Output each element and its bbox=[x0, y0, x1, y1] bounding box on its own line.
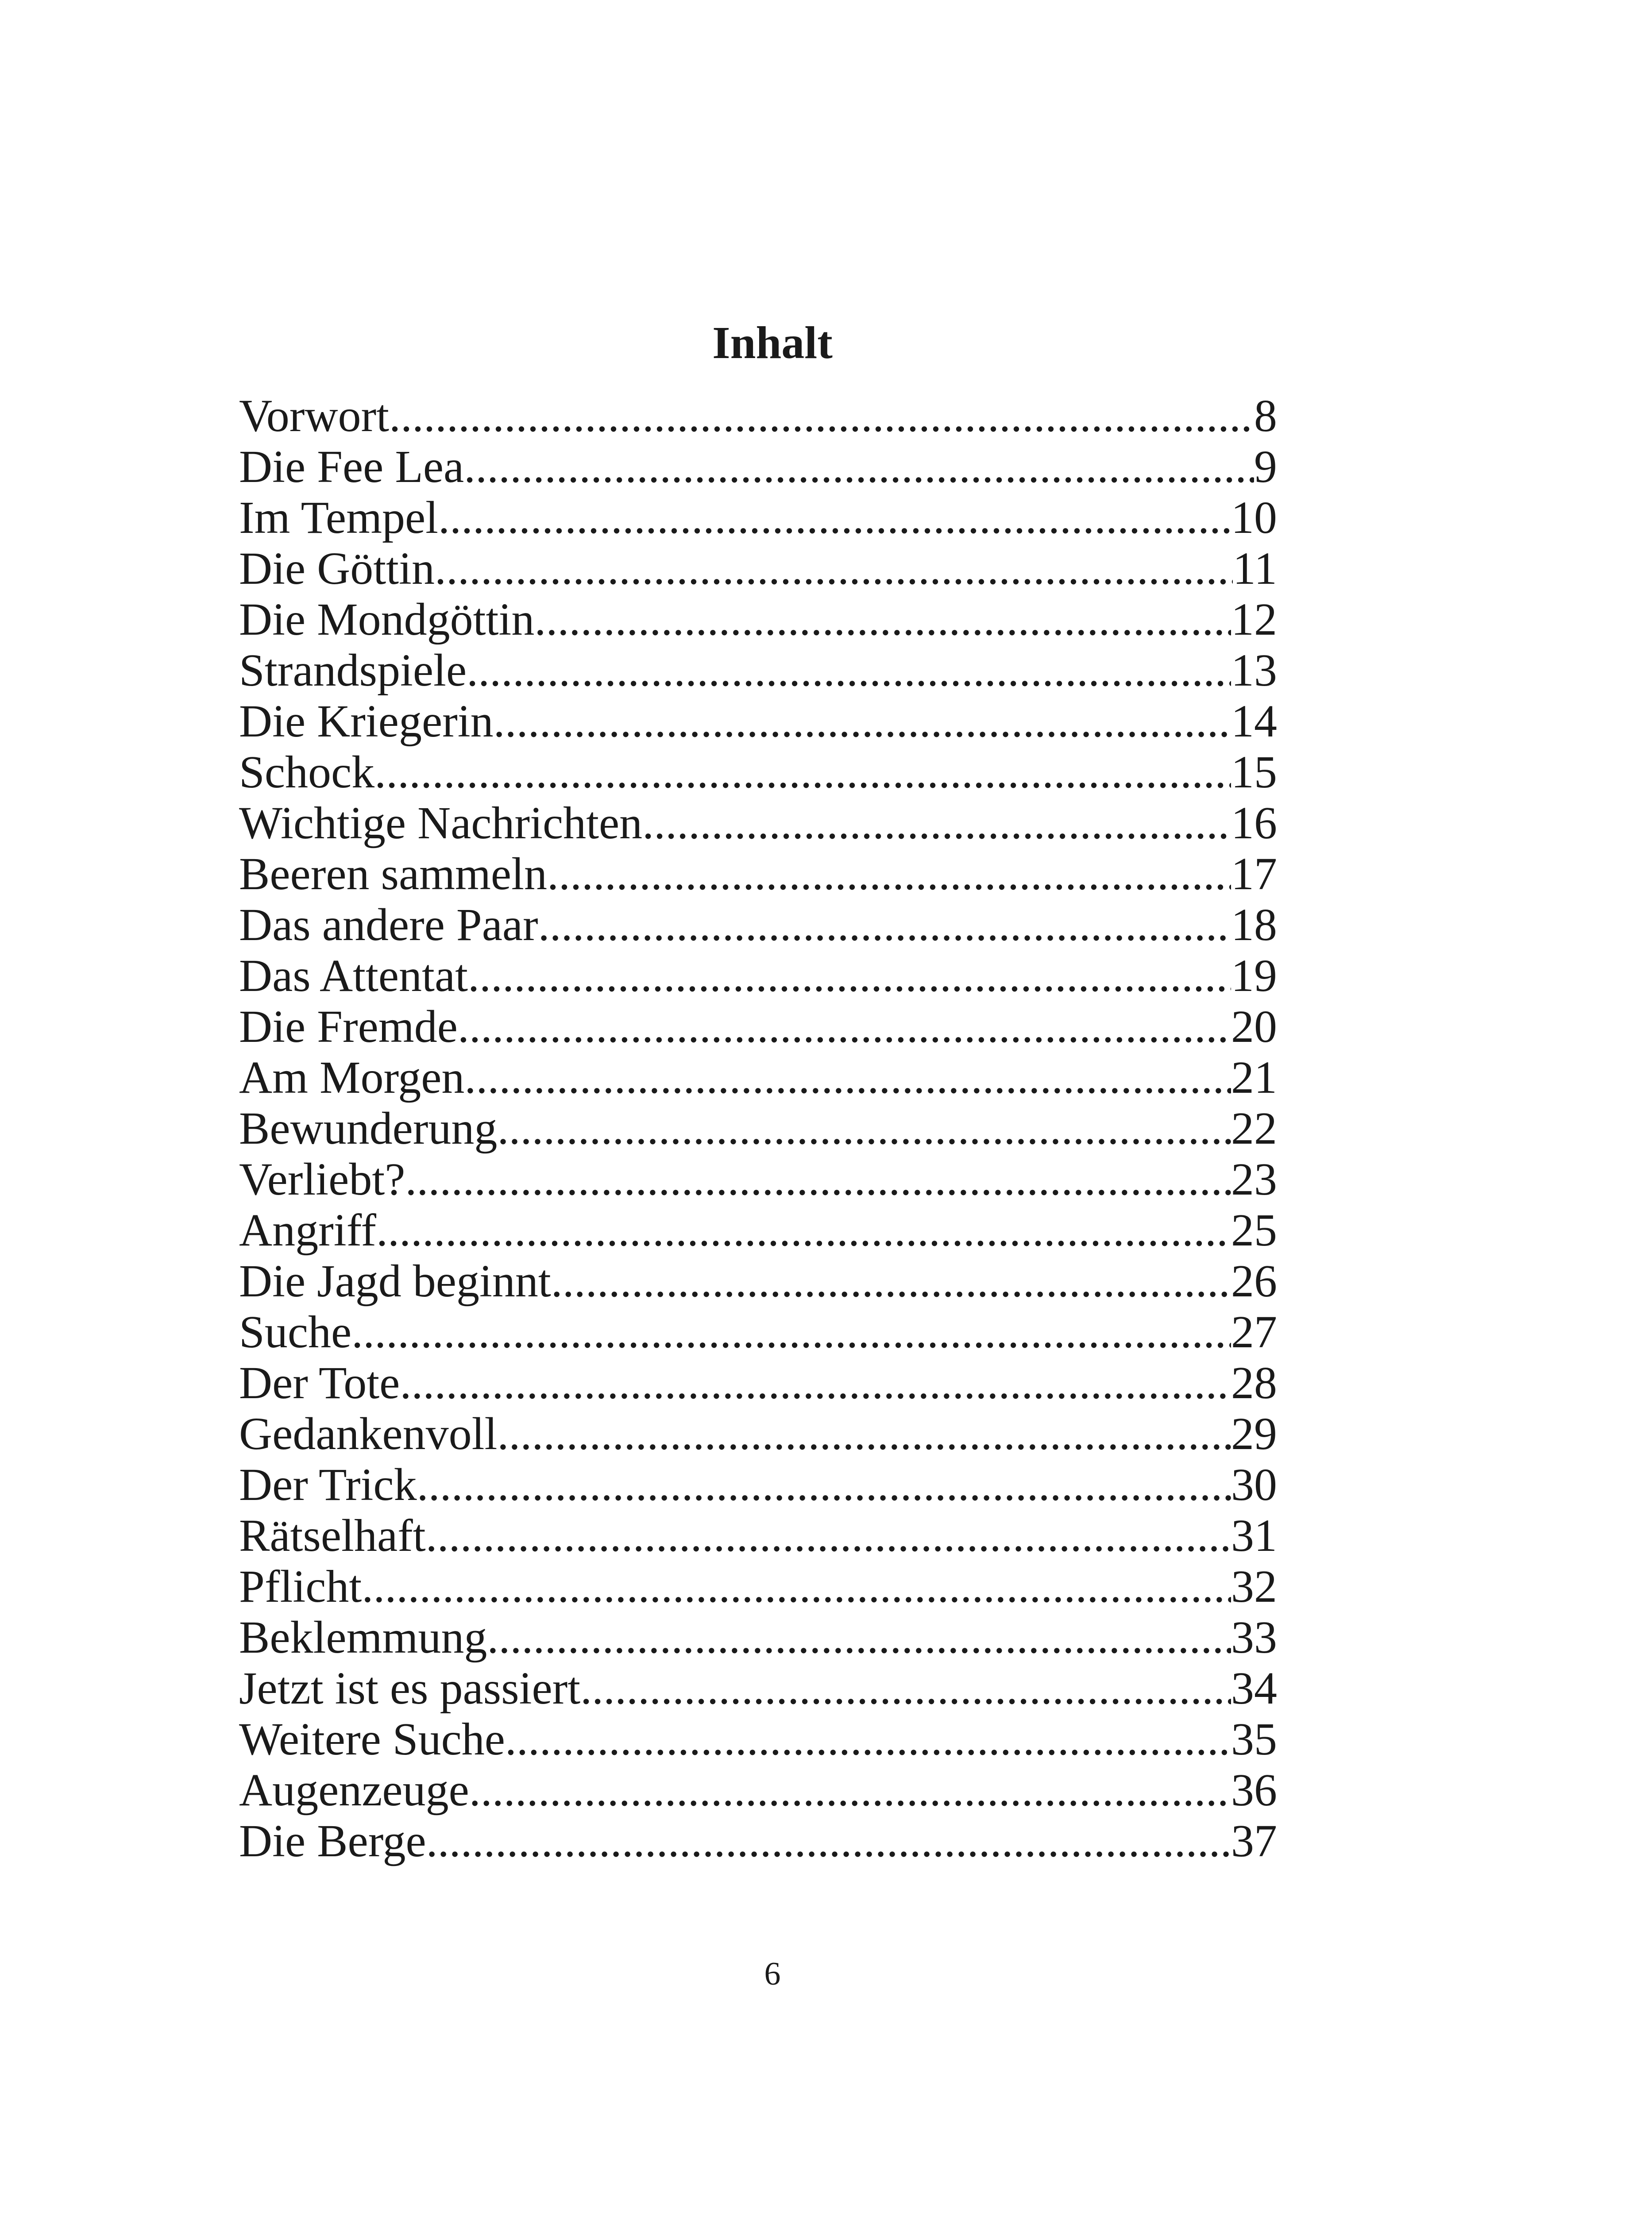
toc-entry bbox=[239, 594, 1277, 645]
toc-entry-title: Gedankenvoll bbox=[239, 1408, 498, 1459]
toc-entry-title: Im Tempel bbox=[239, 492, 439, 543]
toc-dot-leader bbox=[497, 1103, 1231, 1154]
toc-dot-leader bbox=[467, 645, 1231, 696]
toc-entry-page: 29 bbox=[1231, 1408, 1277, 1459]
toc-entry-title: Das andere Paar bbox=[239, 899, 538, 950]
toc-dot-leader bbox=[438, 492, 1231, 543]
toc-entry-page: 26 bbox=[1231, 1256, 1277, 1307]
toc-entry-page: 14 bbox=[1231, 696, 1277, 747]
page-number: 6 bbox=[764, 1956, 781, 1992]
toc-entry-title: Die Mondgöttin bbox=[239, 594, 535, 645]
toc-entry bbox=[239, 1256, 1277, 1307]
toc-dot-leader bbox=[494, 696, 1231, 747]
toc-entry-title: Rätselhaft bbox=[239, 1510, 426, 1561]
toc-dot-leader bbox=[551, 1256, 1231, 1307]
toc-entry-title: Die Göttin bbox=[239, 543, 435, 594]
toc-entry-page: 37 bbox=[1231, 1816, 1277, 1866]
toc-entry-page: 35 bbox=[1231, 1714, 1277, 1765]
toc-entry-title: Beeren sammeln bbox=[239, 848, 547, 899]
toc-entry bbox=[239, 950, 1277, 1001]
toc-dot-leader bbox=[538, 899, 1231, 950]
toc-entry bbox=[239, 390, 1277, 441]
toc-dot-leader bbox=[464, 1052, 1231, 1103]
toc-dot-leader bbox=[400, 1357, 1231, 1408]
toc-dot-leader bbox=[642, 798, 1231, 848]
toc-entry-title: Verliebt? bbox=[239, 1154, 405, 1205]
toc-entry bbox=[239, 1205, 1277, 1256]
toc-entry-title: Der Tote bbox=[239, 1357, 400, 1408]
toc-entry-page: 23 bbox=[1231, 1154, 1277, 1205]
toc-dot-leader bbox=[547, 848, 1231, 899]
toc-entry-title: Pflicht bbox=[239, 1561, 362, 1612]
toc-entry bbox=[239, 1765, 1277, 1816]
toc-entry-title: Am Morgen bbox=[239, 1052, 465, 1103]
toc-dot-leader bbox=[362, 1561, 1231, 1612]
toc-entry-page: 12 bbox=[1231, 594, 1277, 645]
toc-entry bbox=[239, 1816, 1277, 1866]
toc-entry bbox=[239, 645, 1277, 696]
toc-entry-title: Der Trick bbox=[239, 1459, 417, 1510]
toc-entry bbox=[239, 747, 1277, 798]
toc-entry-title: Schock bbox=[239, 747, 375, 798]
toc-dot-leader bbox=[426, 1816, 1231, 1866]
toc-dot-leader bbox=[468, 950, 1231, 1001]
toc-entry bbox=[239, 1052, 1277, 1103]
toc-dot-leader bbox=[376, 1205, 1231, 1256]
toc-dot-leader bbox=[497, 1408, 1231, 1459]
toc-entry-title: Augenzeuge bbox=[239, 1765, 469, 1816]
toc-entry-page: 18 bbox=[1231, 899, 1277, 950]
toc-entry-title: Die Fremde bbox=[239, 1001, 458, 1052]
toc-dot-leader bbox=[505, 1714, 1231, 1765]
toc-dot-leader bbox=[426, 1510, 1231, 1561]
toc-entry-title: Angriff bbox=[239, 1205, 377, 1256]
toc-entry-page: 16 bbox=[1231, 798, 1277, 848]
toc-entry-title: Jetzt ist es passiert bbox=[239, 1663, 581, 1714]
toc-dot-leader bbox=[405, 1154, 1231, 1205]
toc-entry-page: 30 bbox=[1231, 1459, 1277, 1510]
toc-entry-page: 33 bbox=[1231, 1612, 1277, 1663]
toc-dot-leader bbox=[464, 441, 1254, 492]
toc-entry-page: 31 bbox=[1231, 1510, 1277, 1561]
toc-entry bbox=[239, 441, 1277, 492]
toc-entry-title: Suche bbox=[239, 1307, 352, 1357]
toc-entry bbox=[239, 1459, 1277, 1510]
toc-entry-page: 25 bbox=[1231, 1205, 1277, 1256]
toc-entry bbox=[239, 798, 1277, 848]
toc-entry-title: Wichtige Nachrichten bbox=[239, 798, 643, 848]
toc-entry-page: 11 bbox=[1232, 543, 1277, 594]
toc-entry-title: Beklemmung bbox=[239, 1612, 487, 1663]
toc-entry-page: 36 bbox=[1231, 1765, 1277, 1816]
toc-entry bbox=[239, 696, 1277, 747]
toc-entry-title: Weitere Suche bbox=[239, 1714, 505, 1765]
toc-dot-leader bbox=[458, 1001, 1231, 1052]
toc-entry bbox=[239, 899, 1277, 950]
toc-dot-leader bbox=[580, 1663, 1231, 1714]
toc-entry-title: Die Berge bbox=[239, 1816, 426, 1866]
toc-entry-title: Strandspiele bbox=[239, 645, 467, 696]
toc-entry bbox=[239, 1408, 1277, 1459]
toc-entry bbox=[239, 1154, 1277, 1205]
toc-entry bbox=[239, 1103, 1277, 1154]
toc-entry-page: 22 bbox=[1231, 1103, 1277, 1154]
toc-entry-title: Das Attentat bbox=[239, 950, 468, 1001]
toc-entry-page: 19 bbox=[1231, 950, 1277, 1001]
toc-dot-leader bbox=[534, 594, 1231, 645]
toc-dot-leader bbox=[389, 390, 1254, 441]
toc-dot-leader bbox=[487, 1612, 1231, 1663]
toc-entry-page: 13 bbox=[1231, 645, 1277, 696]
toc-entry-title: Bewunderung bbox=[239, 1103, 498, 1154]
toc-dot-leader bbox=[469, 1765, 1231, 1816]
toc-entry bbox=[239, 543, 1277, 594]
toc-entry-title: Die Kriegerin bbox=[239, 696, 494, 747]
toc-entry-page: 8 bbox=[1254, 390, 1277, 441]
toc-entry bbox=[239, 1510, 1277, 1561]
toc-dot-leader bbox=[374, 747, 1231, 798]
toc-entry bbox=[239, 492, 1277, 543]
toc-entry-page: 28 bbox=[1231, 1357, 1277, 1408]
page-title: Inhalt bbox=[712, 317, 833, 368]
toc-entry bbox=[239, 1001, 1277, 1052]
toc-entry bbox=[239, 1357, 1277, 1408]
toc-entry bbox=[239, 848, 1277, 899]
toc-entry-page: 20 bbox=[1231, 1001, 1277, 1052]
toc-entry-title: Vorwort bbox=[239, 390, 389, 441]
toc-entry-page: 27 bbox=[1231, 1307, 1277, 1357]
toc-entry-page: 9 bbox=[1254, 441, 1277, 492]
toc-dot-leader bbox=[435, 543, 1233, 594]
toc-entry-page: 15 bbox=[1231, 747, 1277, 798]
toc-entry-page: 21 bbox=[1231, 1052, 1277, 1103]
toc-entry-title: Die Fee Lea bbox=[239, 441, 464, 492]
toc-entry-title: Die Jagd beginnt bbox=[239, 1256, 551, 1307]
table-of-contents bbox=[239, 390, 1277, 1866]
toc-entry bbox=[239, 1307, 1277, 1357]
toc-entry-page: 10 bbox=[1231, 492, 1277, 543]
toc-entry-page: 34 bbox=[1231, 1663, 1277, 1714]
toc-dot-leader bbox=[351, 1307, 1231, 1357]
toc-entry bbox=[239, 1612, 1277, 1663]
toc-entry-page: 17 bbox=[1231, 848, 1277, 899]
toc-entry bbox=[239, 1663, 1277, 1714]
toc-entry-page: 32 bbox=[1231, 1561, 1277, 1612]
toc-entry bbox=[239, 1714, 1277, 1765]
toc-dot-leader bbox=[417, 1459, 1231, 1510]
toc-entry bbox=[239, 1561, 1277, 1612]
